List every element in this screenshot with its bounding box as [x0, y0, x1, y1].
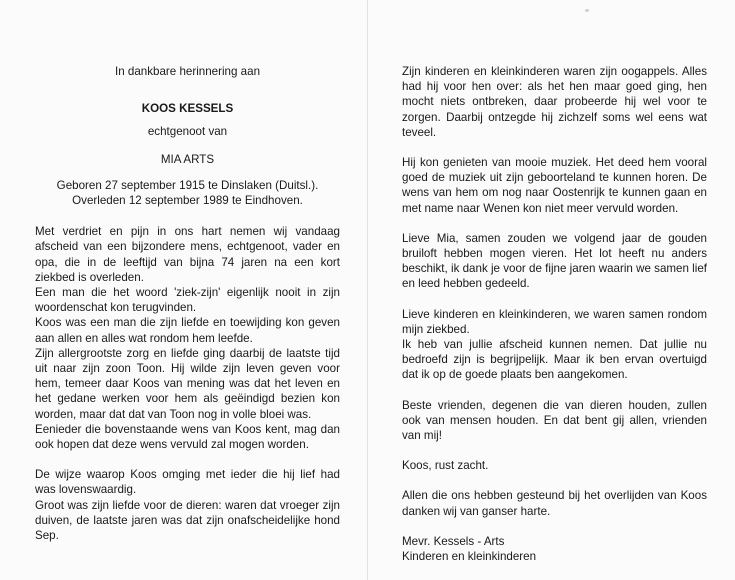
- right-paragraph-1: Zijn kinderen en kleinkinderen waren zijn oogappels. Alles had hij voor hen over: als het hen maar goed ging, hen mocht niets ontbreken, daar probeerde hij wel voor te zorgen. Daarbij ontzegde hij zichzelf soms wel eens wat teveel.: [402, 65, 707, 139]
- right-paragraph-5: Beste vrienden, degenen die van dieren houden, zullen ook van mensen houden. En dat bent gij allen, vrienden van mij!: [402, 398, 707, 443]
- right-paragraph-4a: Lieve kinderen en kleinkinderen, we waren samen rondom mijn ziekbed.: [402, 307, 707, 336]
- left-paragraph-6: De wijze waarop Koos omging met ieder die hij lief had was lovenswaardig.: [35, 468, 340, 497]
- right-paragraph-3: Lieve Mia, samen zouden we volgend jaar de gouden bruiloft hebben mogen vieren. Het lot heeft nu anders beschikt, ik dank je voor de fijne jaren waarin we samen lief en leed hebben gedeeld.: [402, 231, 707, 291]
- right-paragraph-4b: Ik heb van jullie afscheid kunnen nemen. Dat jullie nu bedroefd zijn is begrijpelijk. Maar ik ben ervan overtuigd dat ik op de goede plaats ben aangekomen.: [402, 338, 707, 382]
- print-speck: [585, 9, 589, 12]
- left-paragraph-1: Met verdriet en pijn in ons hart nemen wij vandaag afscheid van een bijzondere mens, echtgenoot, vader en opa, die in de leeftijd van bijna 74 jaren na een kort ziekbed is overleden.: [35, 225, 340, 284]
- spouse-name: MIA ARTS: [160, 152, 215, 166]
- left-paragraph-4: Zijn allergrootste zorg en liefde ging daarbij de laatste tijd uit naar zijn zoon Toon. Hij wilde zijn leven geven voor hem, temeer daar Koos van mening was dat het leven en het gedane werken voor hem als geëindigd bezien kon worden, maar dat dat van Toon nog in volle bloei was.: [35, 346, 340, 421]
- thanks-paragraph: Allen die ons hebben gesteund bij het overlijden van Koos danken wij van ganser harte.: [402, 489, 707, 518]
- right-paragraph-2: Hij kon genieten van mooie muziek. Het deed hem vooral goed de muziek uit zijn geboorteland te kunnen horen. De wens van hem om nog naar Oostenrijk te kunnen gaan en met name naar Wenen kon niet meer vervuld worden.: [402, 156, 707, 215]
- intro-line: In dankbare herinnering aan: [114, 65, 261, 78]
- left-column: [35, 64, 340, 543]
- fold-line: [367, 0, 368, 580]
- left-paragraph-7: Groot was zijn liefde voor de dieren: waren dat vroeger zijn duiven, de laatste jaren was dat zijn onafscheidelijke hond Sep.: [35, 498, 340, 543]
- deceased-name: KOOS KESSELS: [141, 102, 234, 116]
- spouse-label: echtgenoot van: [147, 125, 228, 139]
- signature-line-2: Kinderen en kleinkinderen: [402, 550, 537, 564]
- left-paragraph-2: Een man die het woord 'ziek-zijn' eigenlijk nooit in zijn woordenschat kon terugvinden.: [35, 286, 340, 315]
- left-paragraph-3: Koos was een man die zijn liefde en toewijding kon geven aan allen en alles wat rondom hem leefde.: [35, 316, 340, 345]
- birth-line: Geboren 27 september 1915 te Dinslaken (Duitsl.).: [56, 178, 319, 192]
- death-line: Overleden 12 september 1989 te Eindhoven.: [72, 194, 303, 208]
- right-column: [402, 64, 707, 564]
- farewell-line: Koos, rust zacht.: [402, 459, 489, 473]
- left-paragraph-5: Eenieder die bovenstaande wens van Koos kent, mag dan ook hopen dat deze wens vervuld zal mogen worden.: [35, 422, 340, 452]
- signature-line-1: Mevr. Kessels - Arts: [402, 534, 505, 548]
